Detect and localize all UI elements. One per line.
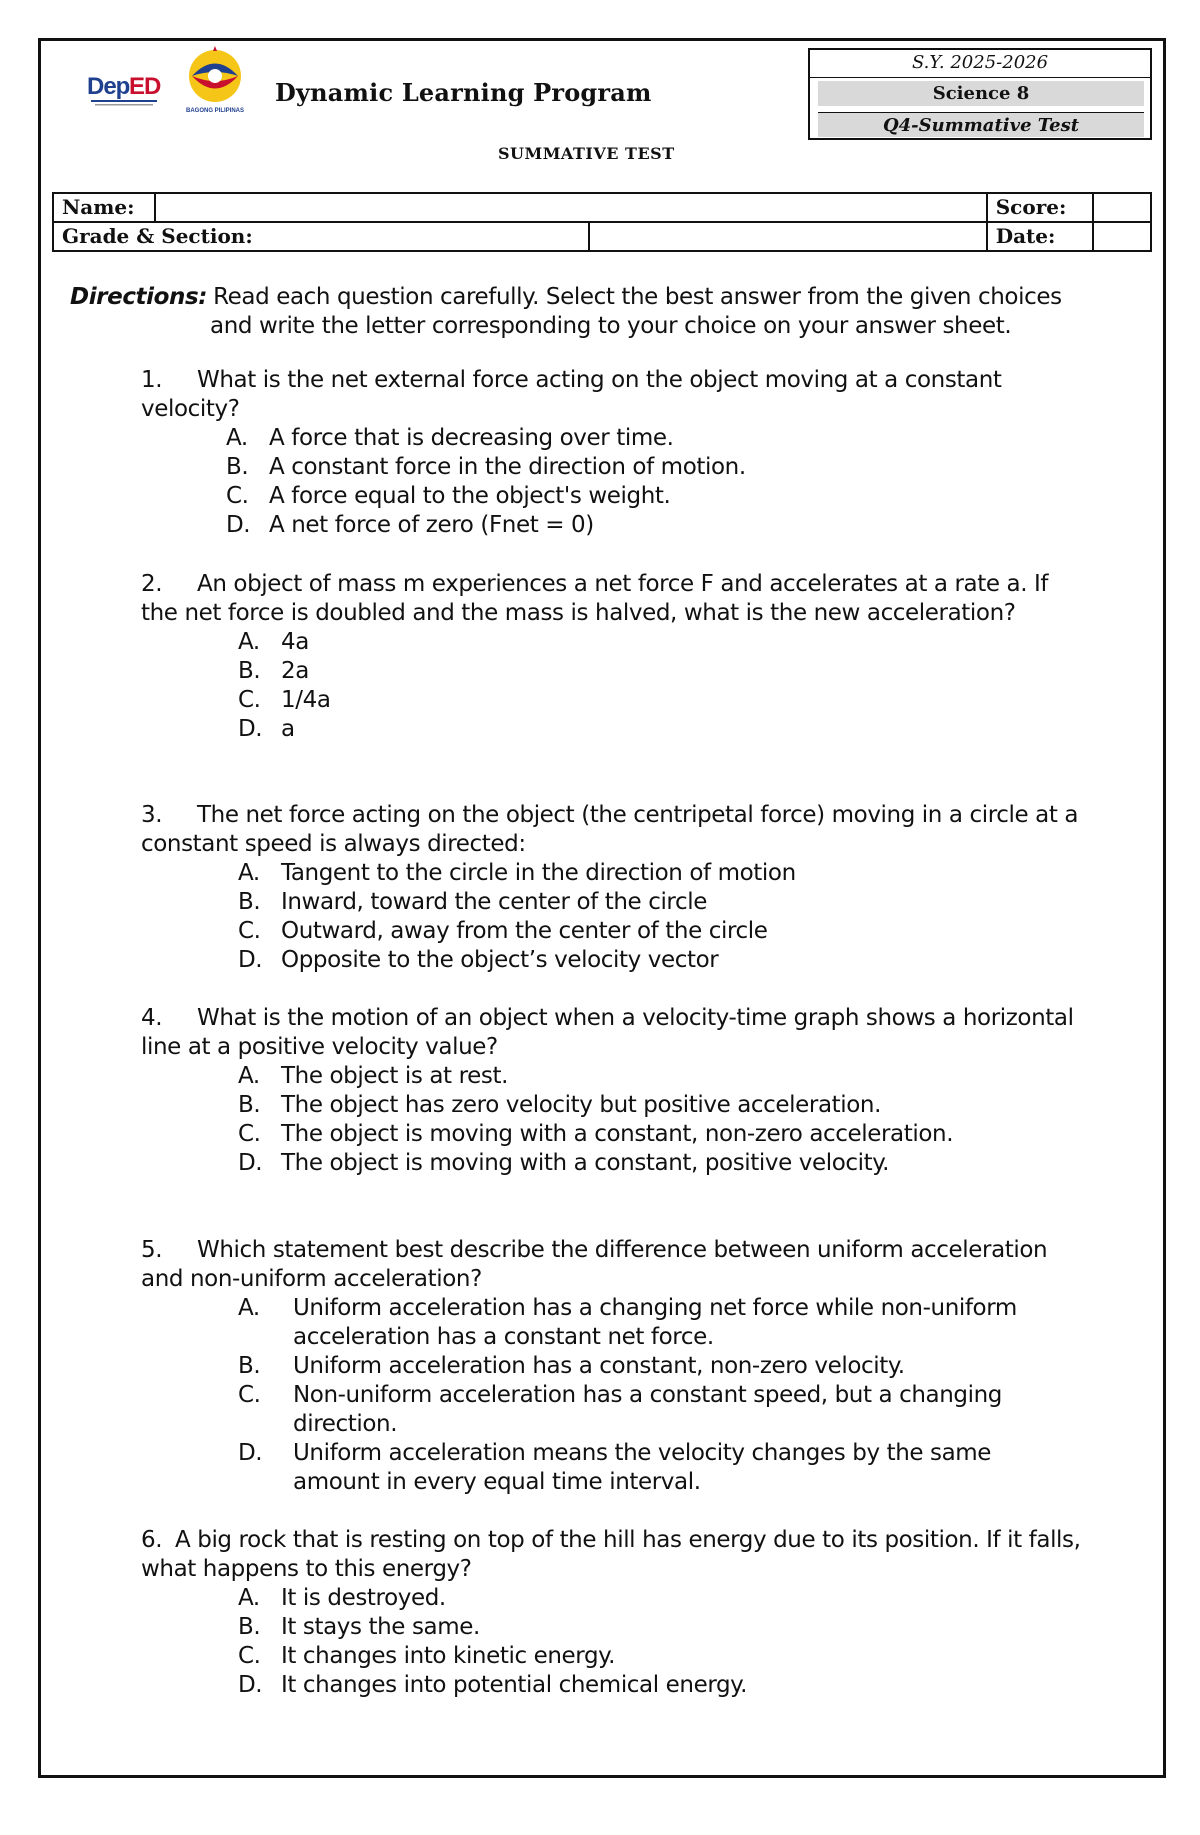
date-field[interactable] <box>1093 222 1151 251</box>
choice-letter: D. <box>238 1440 263 1466</box>
score-label: Score: <box>987 193 1093 222</box>
choice-letter: C. <box>238 918 261 944</box>
choice-letter: A. <box>238 1585 260 1611</box>
choice-text: 4a <box>281 629 309 655</box>
choice-a[interactable] <box>238 628 1081 657</box>
question-stem <box>141 570 1081 628</box>
question-4 <box>141 1004 1081 1178</box>
question-number: 5. <box>141 1237 163 1263</box>
question-stem <box>141 1004 1081 1062</box>
deped-logo <box>85 70 165 110</box>
choice-list <box>141 1294 1081 1497</box>
question-number: 2. <box>141 571 163 597</box>
choice-c[interactable] <box>238 1642 1081 1671</box>
svg-text:BAGONG PILIPINAS: BAGONG PILIPINAS <box>185 108 245 114</box>
choice-b[interactable] <box>238 1352 1081 1381</box>
choice-letter: D. <box>238 1672 263 1698</box>
question-5 <box>141 1236 1081 1497</box>
choice-text: It is destroyed. <box>281 1585 446 1611</box>
choice-text: Tangent to the circle in the direction of motion <box>281 860 796 886</box>
directions-line-1: Read each question carefully. Select the best answer from the given choices <box>213 284 1062 310</box>
choice-d[interactable] <box>238 946 1081 975</box>
choice-letter: B. <box>238 658 261 684</box>
subject: Science 8 <box>818 81 1144 106</box>
choice-a[interactable] <box>238 1294 1081 1352</box>
name-field[interactable] <box>155 193 987 222</box>
choice-letter: D. <box>238 1150 263 1176</box>
question-2 <box>141 570 1081 744</box>
choice-text: 2a <box>281 658 309 684</box>
question-number: 4. <box>141 1005 163 1031</box>
choice-b[interactable] <box>238 657 1081 686</box>
choice-a[interactable] <box>238 1584 1081 1613</box>
test-name: Q4-Summative Test <box>818 112 1144 137</box>
choice-letter: B. <box>238 889 261 915</box>
choice-letter: A. <box>226 425 248 451</box>
question-text: The net force acting on the object (the centripetal force) moving in a circle at a constant speed is always directed: <box>141 802 1079 857</box>
choice-letter: A. <box>238 1063 260 1089</box>
choice-list <box>141 1062 1081 1178</box>
choice-letter: B. <box>226 454 249 480</box>
choice-c[interactable] <box>238 917 1081 946</box>
question-3 <box>141 801 1081 975</box>
question-1 <box>141 366 1081 540</box>
score-field[interactable] <box>1093 193 1151 222</box>
question-text: What is the motion of an object when a velocity-time graph shows a horizontal line at a positive velocity value? <box>141 1005 1074 1060</box>
choice-letter: C. <box>238 1643 261 1669</box>
directions-line-2: and write the letter corresponding to your choice on your answer sheet. <box>210 313 1012 339</box>
question-stem <box>141 1526 1081 1584</box>
choice-c[interactable] <box>238 686 1081 715</box>
choice-b[interactable] <box>238 888 1081 917</box>
choice-a[interactable] <box>238 1062 1081 1091</box>
choice-b[interactable] <box>226 453 1081 482</box>
choice-d[interactable] <box>238 1671 1081 1700</box>
choice-c[interactable] <box>238 1120 1081 1149</box>
choice-text: 1/4a <box>281 687 331 713</box>
choice-a[interactable] <box>238 859 1081 888</box>
choice-text: Uniform acceleration means the velocity changes by the same amount in every equal time interval. <box>293 1440 992 1495</box>
question-6 <box>141 1526 1081 1700</box>
question-text: A big rock that is resting on top of the hill has energy due to its position. If it falls, what happens to this energy? <box>141 1527 1081 1582</box>
choice-b[interactable] <box>238 1613 1081 1642</box>
choice-text: Outward, away from the center of the circle <box>281 918 768 944</box>
grade-section-label: Grade & Section: <box>53 222 589 251</box>
test-info-box <box>808 48 1152 140</box>
choice-text: Inward, toward the center of the circle <box>281 889 707 915</box>
question-stem <box>141 366 1081 424</box>
bagong-pilipinas-logo <box>182 46 248 116</box>
choice-text: Opposite to the object’s velocity vector <box>281 947 719 973</box>
choice-text: Uniform acceleration has a changing net force while non-uniform acceleration has a constant net force. <box>293 1295 1017 1350</box>
choice-list <box>141 628 1081 744</box>
choice-c[interactable] <box>238 1381 1081 1439</box>
choice-text: It changes into potential chemical energy. <box>281 1672 748 1698</box>
choice-d[interactable] <box>238 715 1081 744</box>
choice-list <box>141 1584 1081 1700</box>
choice-letter: D. <box>238 947 263 973</box>
choice-text: The object is moving with a constant, non-zero acceleration. <box>281 1121 954 1147</box>
choice-letter: C. <box>238 1382 261 1408</box>
name-label: Name: <box>53 193 155 222</box>
choice-text: A constant force in the direction of motion. <box>269 454 746 480</box>
question-text: An object of mass m experiences a net force F and accelerates at a rate a. If the net force is doubled and the mass is halved, what is the new acceleration? <box>141 571 1049 626</box>
choice-text: A net force of zero (Fnet = 0) <box>269 512 594 538</box>
school-year: S.Y. 2025-2026 <box>810 50 1150 78</box>
directions <box>70 283 1090 341</box>
question-number: 3. <box>141 802 163 828</box>
choice-text: It stays the same. <box>281 1614 480 1640</box>
choice-letter: C. <box>238 1121 261 1147</box>
directions-label: Directions: <box>70 284 208 310</box>
choice-list <box>141 859 1081 975</box>
choice-letter: B. <box>238 1614 261 1640</box>
choice-text: Non-uniform acceleration has a constant speed, but a changing direction. <box>293 1382 1002 1437</box>
question-stem <box>141 801 1081 859</box>
choice-letter: B. <box>238 1353 261 1379</box>
question-text: What is the net external force acting on the object moving at a constant velocity? <box>141 367 1002 422</box>
choice-letter: D. <box>226 512 251 538</box>
question-text: Which statement best describe the difference between uniform acceleration and non-uniform acceleration? <box>141 1237 1048 1292</box>
choice-a[interactable] <box>226 424 1081 453</box>
choice-letter: D. <box>238 716 263 742</box>
choice-text: A force that is decreasing over time. <box>269 425 674 451</box>
choice-letter: B. <box>238 1092 261 1118</box>
grade-section-field[interactable] <box>589 222 987 251</box>
choice-letter: C. <box>226 483 249 509</box>
choice-b[interactable] <box>238 1091 1081 1120</box>
question-stem <box>141 1236 1081 1294</box>
choice-text: A force equal to the object's weight. <box>269 483 671 509</box>
choice-letter: A. <box>238 629 260 655</box>
choice-text: It changes into kinetic energy. <box>281 1643 615 1669</box>
svg-text:ED: ED <box>129 73 161 100</box>
choice-letter: A. <box>238 1295 260 1321</box>
date-label: Date: <box>987 222 1093 251</box>
student-info-table <box>52 192 1152 252</box>
svg-text:Dep: Dep <box>87 73 130 100</box>
choice-list <box>141 424 1081 540</box>
choice-text: The object has zero velocity but positive acceleration. <box>281 1092 882 1118</box>
choice-d[interactable] <box>238 1439 1081 1497</box>
choice-c[interactable] <box>226 482 1081 511</box>
choice-d[interactable] <box>238 1149 1081 1178</box>
choice-text: Uniform acceleration has a constant, non-zero velocity. <box>293 1353 905 1379</box>
choice-text: The object is at rest. <box>281 1063 508 1089</box>
choice-d[interactable] <box>226 511 1081 540</box>
choice-letter: C. <box>238 687 261 713</box>
question-number: 1. <box>141 367 163 393</box>
document-title: SUMMATIVE TEST <box>498 144 675 163</box>
choice-text: a <box>281 716 295 742</box>
choice-letter: A. <box>238 860 260 886</box>
question-number: 6. <box>141 1527 163 1553</box>
choice-text: The object is moving with a constant, positive velocity. <box>281 1150 890 1176</box>
program-title: Dynamic Learning Program <box>275 78 652 107</box>
